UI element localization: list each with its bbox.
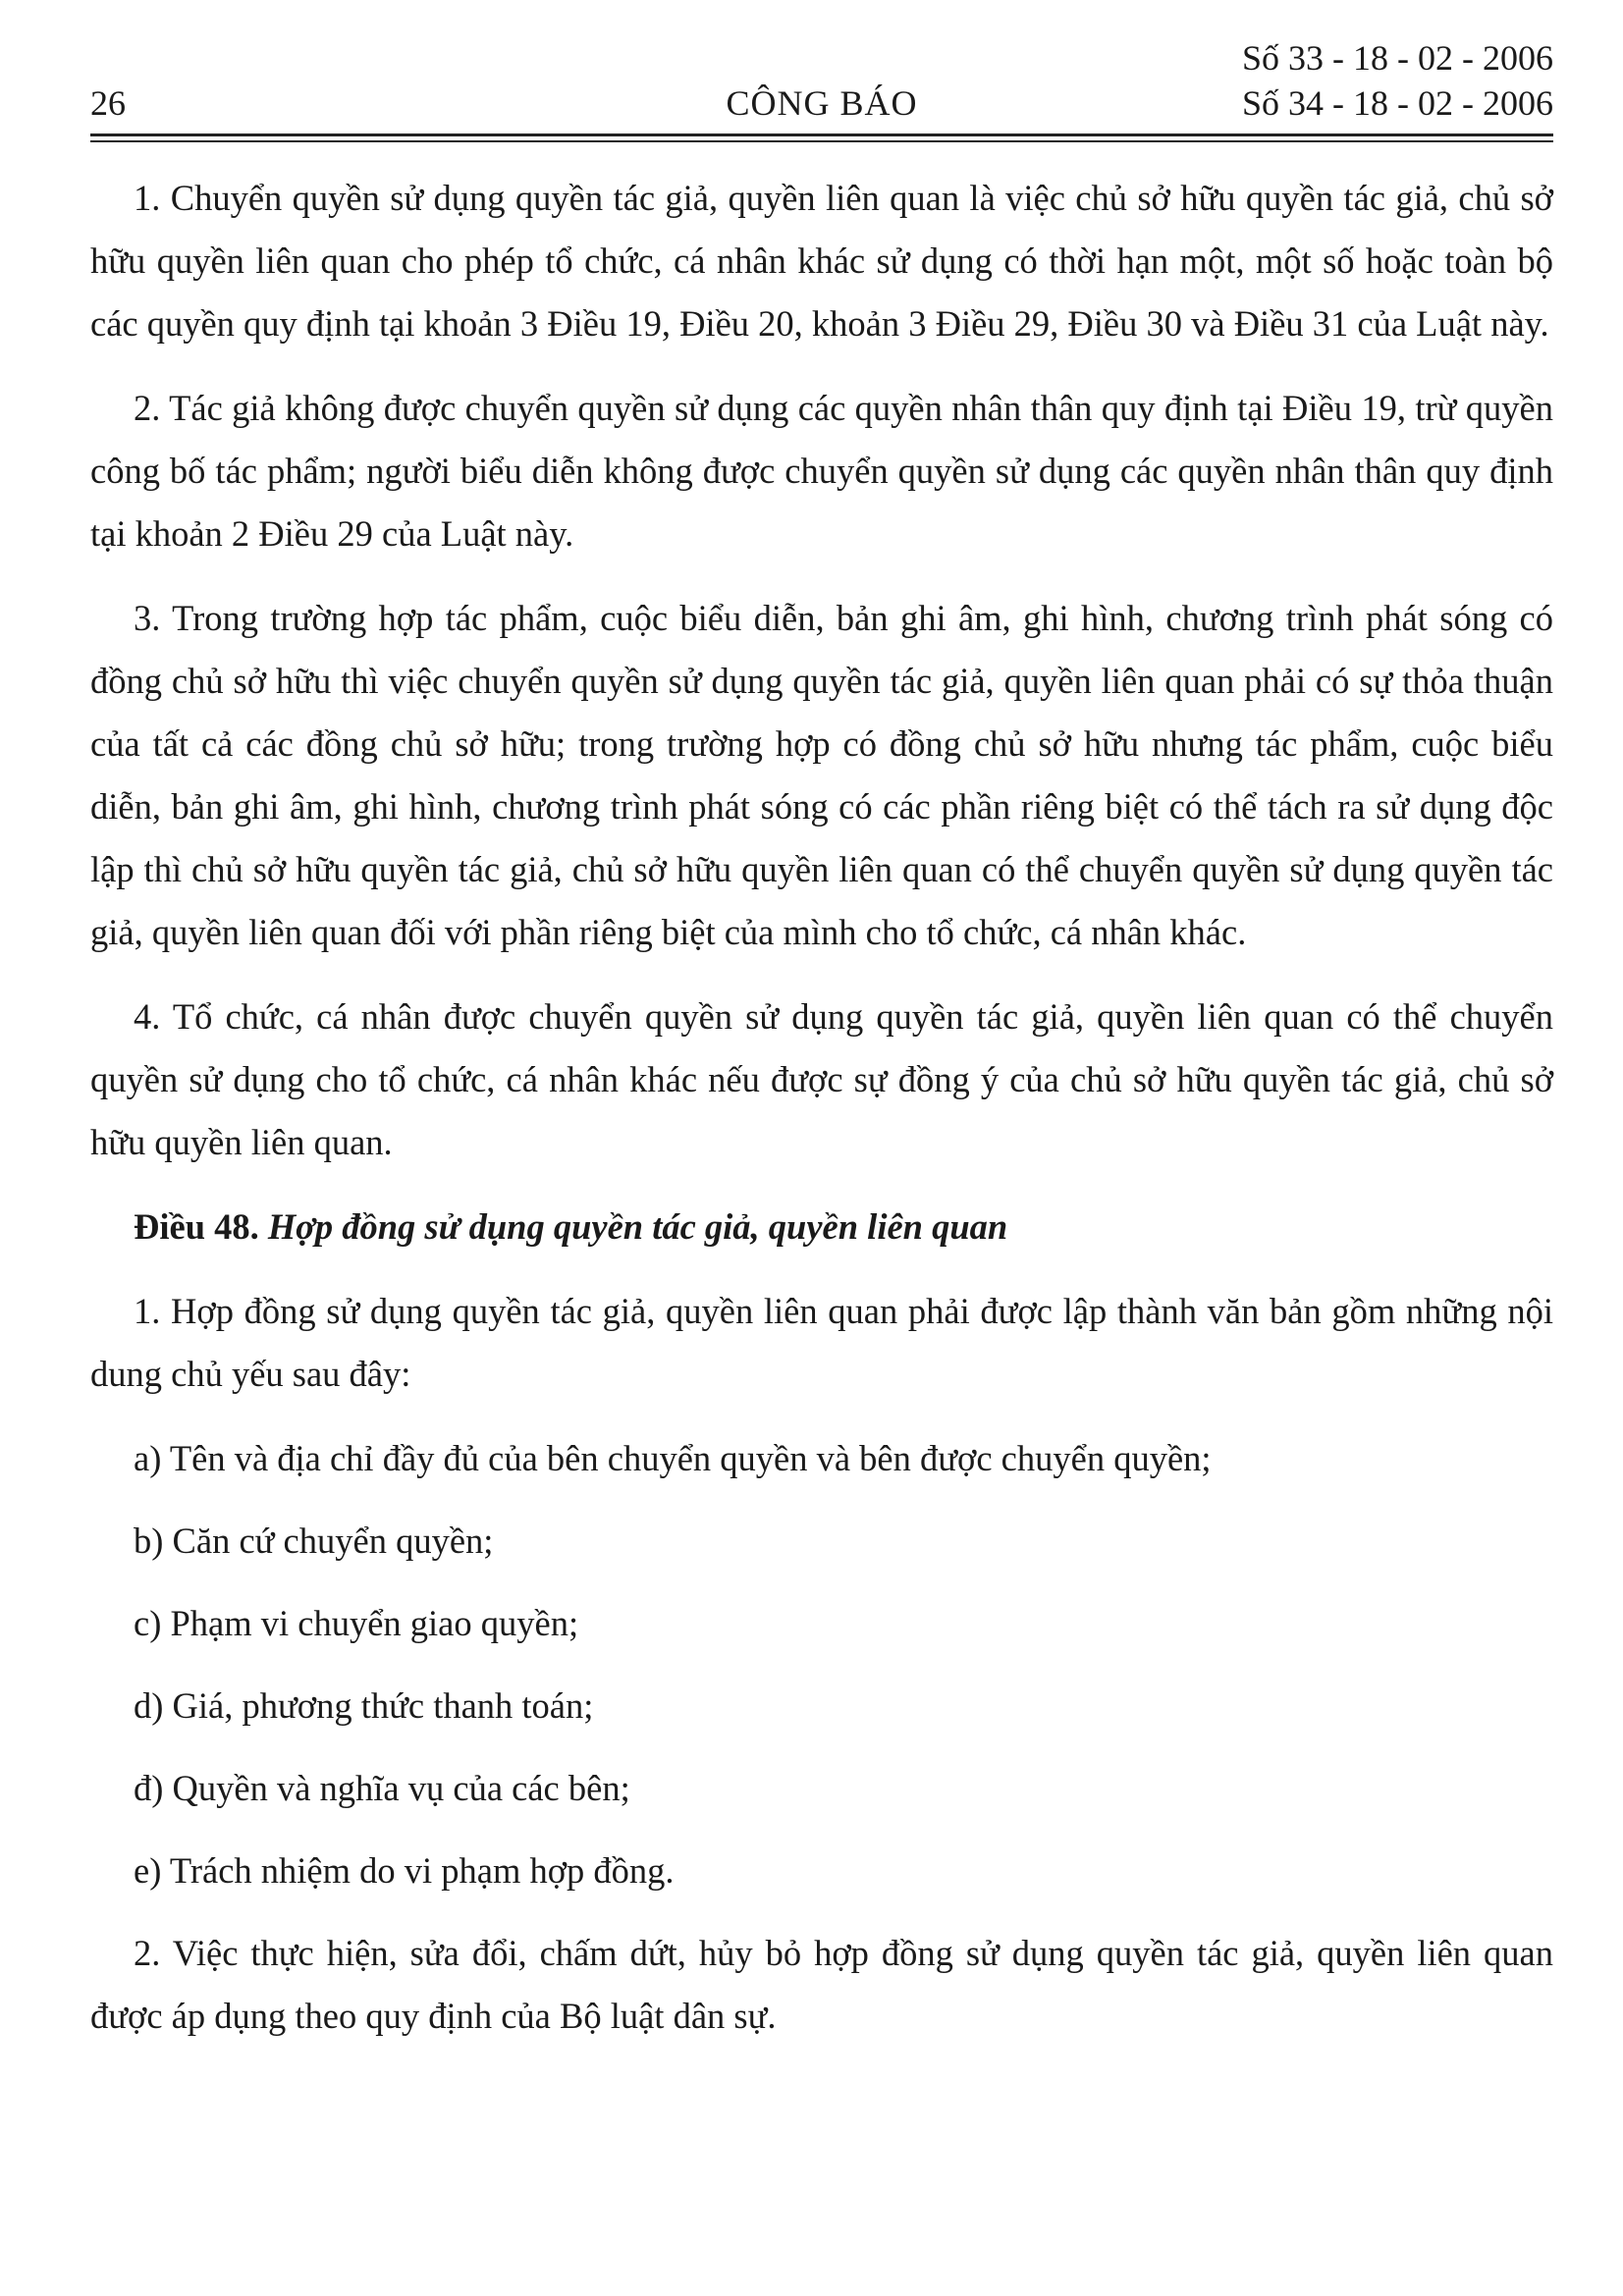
list-item: c) Phạm vi chuyển giao quyền; <box>134 1603 579 1643</box>
paragraph: 1. Chuyển quyền sử dụng quyền tác giả, quyền liên quan là việc chủ sở hữu quyền tác giả, chủ sở hữu quyền liên quan cho phép tổ chức, cá nhân khác sử dụng có thời hạn một, một số hoặc toàn bộ các quyền quy định tại khoản 3 Điều 19, Điều 20, khoản 3 Điều 29, Điều 30 và Điều 31 của Luật này. <box>90 178 1553 344</box>
article-heading <box>90 1196 1553 1258</box>
issue-numbers <box>1242 35 1553 126</box>
paragraph: 2. Việc thực hiện, sửa đổi, chấm dứt, hủy bỏ hợp đồng sử dụng quyền tác giả, quyền liên quan được áp dụng theo quy định của Bộ luật dân sự. <box>90 1933 1553 2036</box>
list-item: e) Trách nhiệm do vi phạm hợp đồng. <box>134 1850 675 1891</box>
list-item: a) Tên và địa chỉ đầy đủ của bên chuyển quyền và bên được chuyển quyền; <box>134 1438 1212 1478</box>
list-item: d) Giá, phương thức thanh toán; <box>134 1685 594 1726</box>
list-item: đ) Quyền và nghĩa vụ của các bên; <box>134 1768 630 1808</box>
paragraph: 4. Tổ chức, cá nhân được chuyển quyền sử dụng quyền tác giả, quyền liên quan có thể chuyển quyền sử dụng cho tổ chức, cá nhân khác nếu được sự đồng ý của chủ sở hữu quyền tác giả, chủ sở hữu quyền liên quan. <box>90 996 1553 1162</box>
list-item: b) Căn cứ chuyển quyền; <box>134 1521 494 1561</box>
paragraph: 1. Hợp đồng sử dụng quyền tác giả, quyền liên quan phải được lập thành văn bản gồm những nội dung chủ yếu sau đây: <box>90 1291 1553 1394</box>
paragraph: 2. Tác giả không được chuyển quyền sử dụng các quyền nhân thân quy định tại Điều 19, trừ quyền công bố tác phẩm; người biểu diễn không được chuyển quyền sử dụng các quyền nhân thân quy định tại khoản 2 Điều 29 của Luật này. <box>90 388 1553 554</box>
issue-number: Số 34 - 18 - 02 - 2006 <box>1242 83 1553 123</box>
article-title: Hợp đồng sử dụng quyền tác giả, quyền liên quan <box>267 1206 1008 1247</box>
header-rule <box>90 133 1553 136</box>
paragraph: 3. Trong trường hợp tác phẩm, cuộc biểu diễn, bản ghi âm, ghi hình, chương trình phát sóng có đồng chủ sở hữu thì việc chuyển quyền sử dụng quyền tác giả, quyền liên quan phải có sự thỏa thuận của tất cả các đồng chủ sở hữu; trong trường hợp có đồng chủ sở hữu nhưng tác phẩm, cuộc biểu diễn, bản ghi âm, ghi hình, chương trình phát sóng có các phần riêng biệt có thể tách ra sử dụng độc lập thì chủ sở hữu quyền tác giả, chủ sở hữu quyền liên quan có thể chuyển quyền sử dụng quyền tác giả, quyền liên quan đối với phần riêng biệt của mình cho tổ chức, cá nhân khác. <box>90 598 1553 952</box>
issue-number: Số 33 - 18 - 02 - 2006 <box>1242 38 1553 78</box>
page-header <box>90 35 1553 133</box>
gazette-title: CÔNG BÁO <box>726 83 918 123</box>
page-number: 26 <box>90 83 126 123</box>
body-text <box>90 167 1553 2069</box>
header-rule <box>90 140 1553 142</box>
article-label: Điều 48. <box>134 1206 259 1247</box>
